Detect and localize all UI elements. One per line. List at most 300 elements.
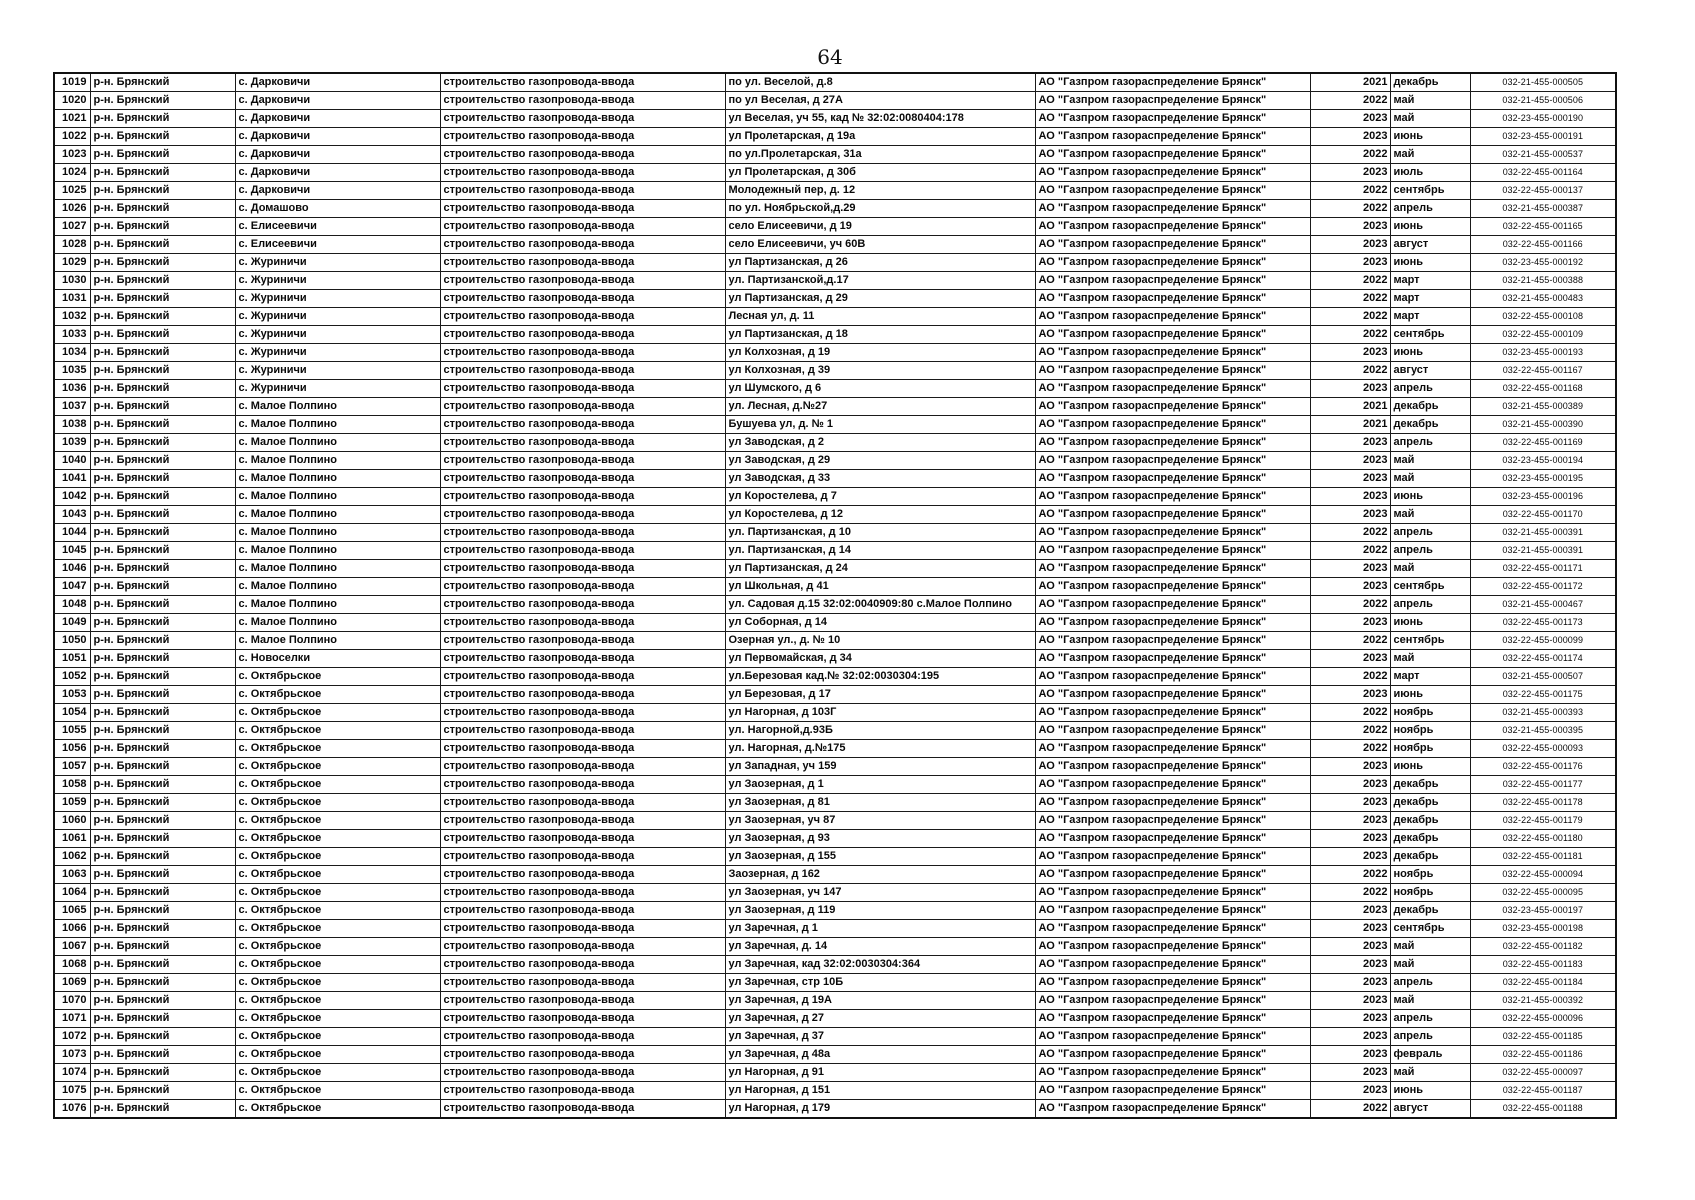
- cell-code: 032-23-455-000197: [1470, 902, 1616, 920]
- cell-organization: АО "Газпром газораспределение Брянск": [1035, 326, 1310, 344]
- cell-month: май: [1390, 560, 1470, 578]
- table-row: [54, 758, 1616, 776]
- cell-address: Бушуева ул, д. № 1: [725, 416, 1035, 434]
- cell-settlement: с. Малое Полпино: [235, 470, 440, 488]
- cell-address: Молодежный пер, д. 12: [725, 182, 1035, 200]
- cell-settlement: с. Елисеевичи: [235, 218, 440, 236]
- cell-year: 2023: [1310, 974, 1390, 992]
- cell-row-number: 1049: [54, 614, 90, 632]
- table-row: [54, 614, 1616, 632]
- cell-organization: АО "Газпром газораспределение Брянск": [1035, 1046, 1310, 1064]
- cell-work-type: строительство газопровода-ввода: [440, 560, 725, 578]
- cell-organization: АО "Газпром газораспределение Брянск": [1035, 578, 1310, 596]
- cell-organization: АО "Газпром газораспределение Брянск": [1035, 866, 1310, 884]
- cell-year: 2023: [1310, 614, 1390, 632]
- cell-organization: АО "Газпром газораспределение Брянск": [1035, 110, 1310, 128]
- cell-year: 2022: [1310, 596, 1390, 614]
- cell-code: 032-21-455-000505: [1470, 73, 1616, 92]
- cell-code: 032-21-455-000537: [1470, 146, 1616, 164]
- cell-month: май: [1390, 650, 1470, 668]
- cell-row-number: 1061: [54, 830, 90, 848]
- table-row: [54, 1064, 1616, 1082]
- cell-work-type: строительство газопровода-ввода: [440, 272, 725, 290]
- cell-code: 032-21-455-000388: [1470, 272, 1616, 290]
- cell-address: ул Школьная, д 41: [725, 578, 1035, 596]
- table-row: [54, 272, 1616, 290]
- cell-settlement: с. Октябрьское: [235, 812, 440, 830]
- cell-year: 2023: [1310, 254, 1390, 272]
- cell-organization: АО "Газпром газораспределение Брянск": [1035, 686, 1310, 704]
- cell-year: 2023: [1310, 506, 1390, 524]
- cell-code: 032-23-455-000193: [1470, 344, 1616, 362]
- cell-year: 2022: [1310, 92, 1390, 110]
- cell-settlement: с. Малое Полпино: [235, 578, 440, 596]
- table-row: [54, 434, 1616, 452]
- cell-month: июнь: [1390, 488, 1470, 506]
- cell-year: 2023: [1310, 1082, 1390, 1100]
- table-row: [54, 92, 1616, 110]
- cell-code: 032-21-455-000483: [1470, 290, 1616, 308]
- cell-code: 032-21-455-000393: [1470, 704, 1616, 722]
- cell-organization: АО "Газпром газораспределение Брянск": [1035, 722, 1310, 740]
- cell-work-type: строительство газопровода-ввода: [440, 236, 725, 254]
- cell-year: 2023: [1310, 920, 1390, 938]
- cell-settlement: с. Новоселки: [235, 650, 440, 668]
- cell-code: 032-23-455-000190: [1470, 110, 1616, 128]
- cell-district: р-н. Брянский: [90, 254, 235, 272]
- cell-code: 032-22-455-001172: [1470, 578, 1616, 596]
- cell-settlement: с. Малое Полпино: [235, 632, 440, 650]
- cell-district: р-н. Брянский: [90, 470, 235, 488]
- cell-row-number: 1047: [54, 578, 90, 596]
- cell-code: 032-22-455-001176: [1470, 758, 1616, 776]
- cell-organization: АО "Газпром газораспределение Брянск": [1035, 830, 1310, 848]
- cell-settlement: с. Октябрьское: [235, 758, 440, 776]
- cell-row-number: 1064: [54, 884, 90, 902]
- cell-month: май: [1390, 452, 1470, 470]
- cell-district: р-н. Брянский: [90, 290, 235, 308]
- table-row: [54, 866, 1616, 884]
- cell-settlement: с. Октябрьское: [235, 776, 440, 794]
- table-row: [54, 470, 1616, 488]
- cell-organization: АО "Газпром газораспределение Брянск": [1035, 1082, 1310, 1100]
- table-row: [54, 290, 1616, 308]
- cell-work-type: строительство газопровода-ввода: [440, 416, 725, 434]
- cell-month: декабрь: [1390, 416, 1470, 434]
- cell-organization: АО "Газпром газораспределение Брянск": [1035, 416, 1310, 434]
- cell-address: по ул. Веселой, д.8: [725, 73, 1035, 92]
- cell-address: ул. Лесная, д.№27: [725, 398, 1035, 416]
- table-row: [54, 308, 1616, 326]
- cell-district: р-н. Брянский: [90, 812, 235, 830]
- cell-row-number: 1073: [54, 1046, 90, 1064]
- table-row: [54, 128, 1616, 146]
- cell-district: р-н. Брянский: [90, 956, 235, 974]
- cell-address: ул Коростелева, д 7: [725, 488, 1035, 506]
- cell-month: декабрь: [1390, 848, 1470, 866]
- cell-code: 032-21-455-000507: [1470, 668, 1616, 686]
- cell-organization: АО "Газпром газораспределение Брянск": [1035, 182, 1310, 200]
- cell-month: декабрь: [1390, 902, 1470, 920]
- cell-work-type: строительство газопровода-ввода: [440, 866, 725, 884]
- cell-code: 032-21-455-000391: [1470, 524, 1616, 542]
- cell-district: р-н. Брянский: [90, 398, 235, 416]
- cell-settlement: с. Малое Полпино: [235, 398, 440, 416]
- cell-work-type: строительство газопровода-ввода: [440, 488, 725, 506]
- cell-organization: АО "Газпром газораспределение Брянск": [1035, 524, 1310, 542]
- cell-row-number: 1074: [54, 1064, 90, 1082]
- cell-row-number: 1027: [54, 218, 90, 236]
- cell-year: 2023: [1310, 1010, 1390, 1028]
- table-row: [54, 73, 1616, 92]
- cell-code: 032-23-455-000195: [1470, 470, 1616, 488]
- cell-code: 032-21-455-000506: [1470, 92, 1616, 110]
- cell-district: р-н. Брянский: [90, 128, 235, 146]
- cell-district: р-н. Брянский: [90, 524, 235, 542]
- table-row: [54, 488, 1616, 506]
- cell-year: 2023: [1310, 956, 1390, 974]
- table-row: [54, 200, 1616, 218]
- cell-row-number: 1055: [54, 722, 90, 740]
- cell-address: ул Партизанская, д 18: [725, 326, 1035, 344]
- cell-settlement: с. Дарковичи: [235, 128, 440, 146]
- cell-code: 032-22-455-001175: [1470, 686, 1616, 704]
- cell-month: декабрь: [1390, 830, 1470, 848]
- cell-settlement: с. Малое Полпино: [235, 488, 440, 506]
- cell-row-number: 1035: [54, 362, 90, 380]
- cell-month: апрель: [1390, 1028, 1470, 1046]
- cell-address: ул Пролетарская, д 19а: [725, 128, 1035, 146]
- cell-organization: АО "Газпром газораспределение Брянск": [1035, 290, 1310, 308]
- cell-code: 032-22-455-001170: [1470, 506, 1616, 524]
- cell-year: 2022: [1310, 740, 1390, 758]
- table-row: [54, 560, 1616, 578]
- cell-year: 2023: [1310, 110, 1390, 128]
- cell-row-number: 1041: [54, 470, 90, 488]
- cell-settlement: с. Октябрьское: [235, 902, 440, 920]
- cell-district: р-н. Брянский: [90, 704, 235, 722]
- cell-work-type: строительство газопровода-ввода: [440, 92, 725, 110]
- table-row: [54, 992, 1616, 1010]
- cell-month: апрель: [1390, 524, 1470, 542]
- cell-organization: АО "Газпром газораспределение Брянск": [1035, 362, 1310, 380]
- cell-row-number: 1042: [54, 488, 90, 506]
- cell-address: ул Нагорная, д 151: [725, 1082, 1035, 1100]
- cell-settlement: с. Дарковичи: [235, 164, 440, 182]
- cell-code: 032-21-455-000391: [1470, 542, 1616, 560]
- cell-row-number: 1033: [54, 326, 90, 344]
- cell-row-number: 1067: [54, 938, 90, 956]
- cell-organization: АО "Газпром газораспределение Брянск": [1035, 1010, 1310, 1028]
- cell-year: 2021: [1310, 73, 1390, 92]
- table-body: [54, 73, 1616, 1118]
- cell-address: село Елисеевичи, уч 60В: [725, 236, 1035, 254]
- cell-address: ул Нагорная, д 103Г: [725, 704, 1035, 722]
- cell-month: июнь: [1390, 614, 1470, 632]
- cell-year: 2023: [1310, 164, 1390, 182]
- cell-month: июнь: [1390, 686, 1470, 704]
- cell-district: р-н. Брянский: [90, 1028, 235, 1046]
- table-row: [54, 848, 1616, 866]
- cell-work-type: строительство газопровода-ввода: [440, 182, 725, 200]
- cell-district: р-н. Брянский: [90, 776, 235, 794]
- cell-month: май: [1390, 92, 1470, 110]
- cell-month: май: [1390, 146, 1470, 164]
- cell-district: р-н. Брянский: [90, 758, 235, 776]
- cell-month: август: [1390, 362, 1470, 380]
- table-row: [54, 416, 1616, 434]
- cell-month: ноябрь: [1390, 866, 1470, 884]
- table-row: [54, 920, 1616, 938]
- cell-work-type: строительство газопровода-ввода: [440, 938, 725, 956]
- cell-month: май: [1390, 110, 1470, 128]
- cell-code: 032-22-455-000093: [1470, 740, 1616, 758]
- cell-settlement: с. Октябрьское: [235, 956, 440, 974]
- cell-settlement: с. Октябрьское: [235, 1100, 440, 1119]
- cell-code: 032-22-455-000109: [1470, 326, 1616, 344]
- cell-month: июнь: [1390, 758, 1470, 776]
- cell-year: 2023: [1310, 452, 1390, 470]
- cell-month: март: [1390, 668, 1470, 686]
- cell-settlement: с. Октябрьское: [235, 974, 440, 992]
- cell-year: 2022: [1310, 524, 1390, 542]
- cell-address: ул. Партизанской,д.17: [725, 272, 1035, 290]
- table-row: [54, 830, 1616, 848]
- cell-month: май: [1390, 506, 1470, 524]
- cell-address: ул Заозерная, д 1: [725, 776, 1035, 794]
- cell-code: 032-22-455-000095: [1470, 884, 1616, 902]
- cell-row-number: 1068: [54, 956, 90, 974]
- cell-code: 032-21-455-000389: [1470, 398, 1616, 416]
- cell-year: 2023: [1310, 1028, 1390, 1046]
- cell-month: май: [1390, 470, 1470, 488]
- cell-year: 2023: [1310, 992, 1390, 1010]
- cell-settlement: с. Малое Полпино: [235, 452, 440, 470]
- table-row: [54, 524, 1616, 542]
- cell-year: 2022: [1310, 272, 1390, 290]
- cell-year: 2022: [1310, 632, 1390, 650]
- cell-month: май: [1390, 938, 1470, 956]
- cell-address: ул Партизанская, д 26: [725, 254, 1035, 272]
- cell-code: 032-21-455-000387: [1470, 200, 1616, 218]
- cell-row-number: 1032: [54, 308, 90, 326]
- cell-code: 032-22-455-001165: [1470, 218, 1616, 236]
- cell-work-type: строительство газопровода-ввода: [440, 722, 725, 740]
- cell-organization: АО "Газпром газораспределение Брянск": [1035, 1100, 1310, 1119]
- gas-pipeline-table: [53, 72, 1617, 1119]
- cell-work-type: строительство газопровода-ввода: [440, 812, 725, 830]
- cell-organization: АО "Газпром газораспределение Брянск": [1035, 650, 1310, 668]
- cell-work-type: строительство газопровода-ввода: [440, 884, 725, 902]
- cell-address: ул Заречная, стр 10Б: [725, 974, 1035, 992]
- cell-code: 032-22-455-001184: [1470, 974, 1616, 992]
- cell-settlement: с. Малое Полпино: [235, 506, 440, 524]
- table-row: [54, 578, 1616, 596]
- cell-work-type: строительство газопровода-ввода: [440, 398, 725, 416]
- cell-year: 2023: [1310, 758, 1390, 776]
- cell-row-number: 1029: [54, 254, 90, 272]
- cell-district: р-н. Брянский: [90, 632, 235, 650]
- cell-district: р-н. Брянский: [90, 650, 235, 668]
- cell-year: 2023: [1310, 470, 1390, 488]
- table-row: [54, 884, 1616, 902]
- table-row: [54, 668, 1616, 686]
- table-row: [54, 326, 1616, 344]
- cell-code: 032-23-455-000194: [1470, 452, 1616, 470]
- table-row: [54, 398, 1616, 416]
- cell-work-type: строительство газопровода-ввода: [440, 974, 725, 992]
- cell-organization: АО "Газпром газораспределение Брянск": [1035, 272, 1310, 290]
- cell-year: 2023: [1310, 938, 1390, 956]
- cell-year: 2023: [1310, 578, 1390, 596]
- cell-row-number: 1060: [54, 812, 90, 830]
- cell-district: р-н. Брянский: [90, 362, 235, 380]
- cell-code: 032-21-455-000467: [1470, 596, 1616, 614]
- cell-address: село Елисеевичи, д 19: [725, 218, 1035, 236]
- cell-district: р-н. Брянский: [90, 1082, 235, 1100]
- cell-month: сентябрь: [1390, 578, 1470, 596]
- cell-address: ул Колхозная, д 39: [725, 362, 1035, 380]
- cell-district: р-н. Брянский: [90, 974, 235, 992]
- cell-address: ул.Березовая кад.№ 32:02:0030304:195: [725, 668, 1035, 686]
- cell-settlement: с. Журиничи: [235, 344, 440, 362]
- table-row: [54, 902, 1616, 920]
- cell-organization: АО "Газпром газораспределение Брянск": [1035, 398, 1310, 416]
- cell-district: р-н. Брянский: [90, 488, 235, 506]
- cell-settlement: с. Журиничи: [235, 308, 440, 326]
- cell-work-type: строительство газопровода-ввода: [440, 794, 725, 812]
- gas-pipeline-table-container: [53, 72, 1617, 1119]
- cell-row-number: 1040: [54, 452, 90, 470]
- cell-row-number: 1052: [54, 668, 90, 686]
- cell-organization: АО "Газпром газораспределение Брянск": [1035, 434, 1310, 452]
- cell-code: 032-23-455-000191: [1470, 128, 1616, 146]
- cell-code: 032-22-455-001174: [1470, 650, 1616, 668]
- cell-address: ул. Садовая д.15 32:02:0040909:80 с.Малое Полпино: [725, 596, 1035, 614]
- cell-row-number: 1021: [54, 110, 90, 128]
- cell-row-number: 1054: [54, 704, 90, 722]
- cell-work-type: строительство газопровода-ввода: [440, 218, 725, 236]
- cell-address: по ул Веселая, д 27А: [725, 92, 1035, 110]
- cell-work-type: строительство газопровода-ввода: [440, 902, 725, 920]
- cell-year: 2023: [1310, 434, 1390, 452]
- cell-row-number: 1059: [54, 794, 90, 812]
- cell-settlement: с. Малое Полпино: [235, 524, 440, 542]
- cell-settlement: с. Октябрьское: [235, 1064, 440, 1082]
- cell-work-type: строительство газопровода-ввода: [440, 614, 725, 632]
- cell-year: 2022: [1310, 326, 1390, 344]
- cell-row-number: 1019: [54, 73, 90, 92]
- cell-settlement: с. Октябрьское: [235, 920, 440, 938]
- cell-year: 2022: [1310, 182, 1390, 200]
- cell-settlement: с. Октябрьское: [235, 1010, 440, 1028]
- cell-organization: АО "Газпром газораспределение Брянск": [1035, 344, 1310, 362]
- cell-district: р-н. Брянский: [90, 992, 235, 1010]
- cell-address: ул. Партизанская, д 14: [725, 542, 1035, 560]
- table-row: [54, 542, 1616, 560]
- cell-row-number: 1057: [54, 758, 90, 776]
- cell-year: 2023: [1310, 902, 1390, 920]
- cell-row-number: 1063: [54, 866, 90, 884]
- cell-year: 2023: [1310, 488, 1390, 506]
- cell-settlement: с. Журиничи: [235, 362, 440, 380]
- cell-district: р-н. Брянский: [90, 560, 235, 578]
- cell-row-number: 1075: [54, 1082, 90, 1100]
- cell-month: май: [1390, 956, 1470, 974]
- table-row: [54, 812, 1616, 830]
- cell-settlement: с. Дарковичи: [235, 73, 440, 92]
- cell-year: 2022: [1310, 884, 1390, 902]
- table-row: [54, 1082, 1616, 1100]
- cell-year: 2023: [1310, 560, 1390, 578]
- cell-work-type: строительство газопровода-ввода: [440, 1064, 725, 1082]
- cell-code: 032-22-455-000137: [1470, 182, 1616, 200]
- cell-code: 032-22-455-001183: [1470, 956, 1616, 974]
- cell-address: ул Заречная, д 48а: [725, 1046, 1035, 1064]
- cell-work-type: строительство газопровода-ввода: [440, 452, 725, 470]
- cell-organization: АО "Газпром газораспределение Брянск": [1035, 470, 1310, 488]
- cell-address: ул Заозерная, уч 87: [725, 812, 1035, 830]
- cell-organization: АО "Газпром газораспределение Брянск": [1035, 308, 1310, 326]
- cell-month: июнь: [1390, 218, 1470, 236]
- cell-settlement: с. Октябрьское: [235, 686, 440, 704]
- cell-settlement: с. Дарковичи: [235, 182, 440, 200]
- cell-district: р-н. Брянский: [90, 866, 235, 884]
- cell-work-type: строительство газопровода-ввода: [440, 434, 725, 452]
- cell-row-number: 1076: [54, 1100, 90, 1119]
- cell-organization: АО "Газпром газораспределение Брянск": [1035, 254, 1310, 272]
- cell-row-number: 1050: [54, 632, 90, 650]
- cell-year: 2023: [1310, 1046, 1390, 1064]
- cell-organization: АО "Газпром газораспределение Брянск": [1035, 542, 1310, 560]
- cell-district: р-н. Брянский: [90, 146, 235, 164]
- cell-work-type: строительство газопровода-ввода: [440, 848, 725, 866]
- table-row: [54, 506, 1616, 524]
- cell-organization: АО "Газпром газораспределение Брянск": [1035, 380, 1310, 398]
- cell-address: ул Березовая, д 17: [725, 686, 1035, 704]
- cell-work-type: строительство газопровода-ввода: [440, 542, 725, 560]
- cell-year: 2022: [1310, 146, 1390, 164]
- cell-year: 2022: [1310, 866, 1390, 884]
- cell-month: декабрь: [1390, 812, 1470, 830]
- cell-year: 2023: [1310, 236, 1390, 254]
- cell-organization: АО "Газпром газораспределение Брянск": [1035, 668, 1310, 686]
- cell-work-type: строительство газопровода-ввода: [440, 146, 725, 164]
- cell-address: по ул. Ноябрьской,д.29: [725, 200, 1035, 218]
- cell-work-type: строительство газопровода-ввода: [440, 740, 725, 758]
- table-row: [54, 704, 1616, 722]
- cell-address: Озерная ул., д. № 10: [725, 632, 1035, 650]
- cell-row-number: 1046: [54, 560, 90, 578]
- cell-address: ул Заозерная, уч 147: [725, 884, 1035, 902]
- cell-district: р-н. Брянский: [90, 1046, 235, 1064]
- cell-organization: АО "Газпром газораспределение Брянск": [1035, 956, 1310, 974]
- cell-year: 2023: [1310, 218, 1390, 236]
- cell-address: по ул.Пролетарская, 31а: [725, 146, 1035, 164]
- cell-address: ул Пролетарская, д 30б: [725, 164, 1035, 182]
- cell-district: р-н. Брянский: [90, 830, 235, 848]
- cell-work-type: строительство газопровода-ввода: [440, 470, 725, 488]
- cell-address: Заозерная, д 162: [725, 866, 1035, 884]
- cell-month: февраль: [1390, 1046, 1470, 1064]
- cell-row-number: 1051: [54, 650, 90, 668]
- cell-code: 032-22-455-001177: [1470, 776, 1616, 794]
- cell-work-type: строительство газопровода-ввода: [440, 200, 725, 218]
- cell-settlement: с. Малое Полпино: [235, 416, 440, 434]
- cell-district: р-н. Брянский: [90, 434, 235, 452]
- cell-row-number: 1070: [54, 992, 90, 1010]
- cell-district: р-н. Брянский: [90, 596, 235, 614]
